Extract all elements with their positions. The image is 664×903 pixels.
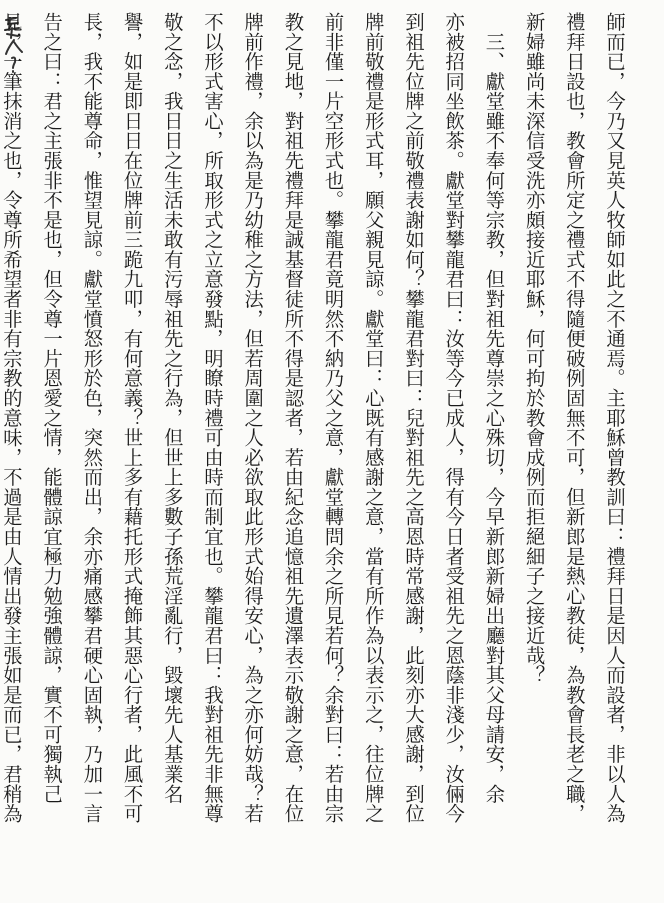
text-line: 教之見地，對祖先禮拜是誠基督徒所不得是認者，若由紀念追憶祖先遺澤表示敬謝之意，在位: [281, 12, 305, 824]
text-line: 牌前作禮，余以為是乃幼稚之方法，但若周圍之人必欲取此形式始得安心，為之亦何妨哉？若: [241, 12, 265, 824]
text-line: 師而已，今乃又見英人牧師如此之不通焉。主耶穌曾教訓曰：禮拜日是因人而設者，非以人為: [603, 12, 626, 824]
text-line: 譽，如是即日日在位牌前三跪九叩，有何意義？世上多有藉托形式掩飾其惡心行者，此風不可: [120, 12, 144, 824]
text-line: 禮拜日設也，教會所定之禮式不得隨便破例固無不可，但新郎是熱心教徒，為教會長老之職，: [562, 12, 586, 824]
vertical-text-body: [0, 12, 634, 892]
text-line: 不以形式害心，所取形式之立意發點，明瞭時禮可由時而制宜也。攀龍君曰：我對祖先非無尊: [200, 12, 224, 824]
text-line: 牌前敬禮是形式耳，願父親見諒。獻堂曰：心既有感謝之意，當有所作為以表示之，往位牌之: [361, 12, 385, 824]
text-line: 見，一筆抹消之也，令尊所希望者非有宗教的意味，不過是由人情出發主張如是而已，君稍為: [0, 12, 23, 824]
text-line: 到祖先位牌之前敬禮表謝如何？攀龍君對曰：兒對祖先之高恩時常感謝，此刻亦大感謝，到位: [401, 12, 425, 824]
text-line: 長，我不能尊命，惟望見諒。獻堂憤怒形於色，突然而出，余亦痛感攀君硬心固執，乃加一言: [80, 12, 104, 824]
text-line: 告之曰：君之主張非不是也，但令尊一片恩愛之情，能體諒宜極力勉強體諒，實不可獨執己: [40, 12, 64, 804]
text-line: 前非僅一片空形式也。攀龍君竟明然不納乃父之意，獻堂轉問余之所見若何？余對曰：若由宗: [321, 12, 345, 824]
text-line: 敬之念，我日日之生活未敢有污辱祖先之行為，但世上多數子孫荒淫亂行，毀壞先人基業名: [160, 12, 184, 804]
text-line: 三、獻堂雖不奉何等宗教，但對祖先尊崇之心殊切，今早新郎新婦出廳對其父母請安，余: [482, 12, 506, 804]
text-line: 亦被招同坐飲茶。獻堂對攀龍君曰：汝等今已成人，得有今日者受祖先之恩蔭非淺少，汝倆今: [442, 12, 466, 824]
text-line: 新婦雖尚未深信受洗亦頗接近耶穌，何可拘於教會成例而拒絕細子之接近哉？: [522, 12, 546, 685]
